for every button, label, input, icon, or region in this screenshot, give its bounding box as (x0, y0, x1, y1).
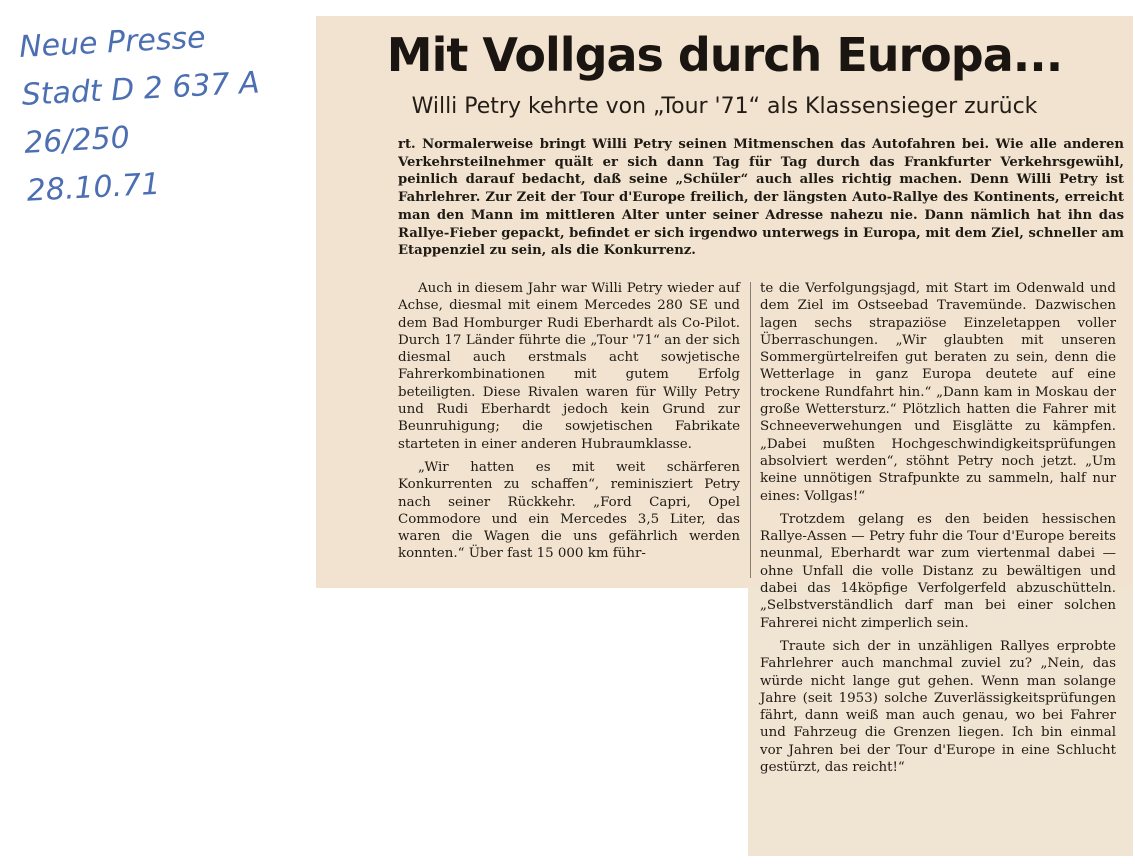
handwritten-date: 28.10.71 (25, 166, 162, 209)
article-column-1 (398, 280, 740, 569)
column-2-paragraph-2: Trotzdem gelang es den beiden hessischen Rallye-Assen — Petry fuhr die Tour d'Europe bereits neunmal, Eberhardt war zum viertenmal dabei — ohne Unfall die volle Distanz zu bewältigen und dabei das 14köpfige Verfolgerfeld abzuschütteln. „Selbstverständlich darf man bei einer solchen Fahrerei nicht zimperlich sein. (760, 511, 1116, 631)
handwritten-annotation (18, 12, 266, 216)
article-subheadline: Willi Petry kehrte von „Tour '71“ als Klassensieger zurück (411, 94, 1038, 119)
article-headline: Mit Vollgas durch Europa... (386, 28, 1063, 82)
column-2-paragraph-1: te die Verfolgungsjagd, mit Start im Odenwald und dem Ziel im Ostseebad Travemünde. Dazwischen lagen sechs strapaziöse Einzeletappen voller Überraschungen. „Wir glaubten mit unseren Sommergürtelreifen gut beraten zu sein, denn die Wetterlage in ganz Europa deutete auf eine trockene Rundfahrt hin.“ „Dann kam in Moskau der große Wettersturz.“ Plötzlich hatten die Fahrer mit Schneeverwehungen und Eisglätte zu kämpfen. „Dabei mußten Hochgeschwindigkeitsprüfungen absolviert werden“, stöhnt Petry noch jetzt. „Um keine unnötigen Strafpunkte zu sammeln, half nur eines: Vollgas!“ (760, 281, 1116, 504)
column-2-paragraph-3: Traute sich der in unzähligen Rallyes erprobte Fahrlehrer auch manchmal zuviel zu? „Nein, das würde nicht lange gut gehen. Wenn man solange Jahre (seit 1953) solche Zuverlässigkeitsprüfungen fährt, dann weiß man auch genau, wo bei Fahrer und Fahrzeug die Grenzen liegen. Ich bin einmal vor Jahren bei der Tour d'Europe in eine Schlucht gestürzt, das reicht!“ (760, 638, 1116, 776)
article-lead: rt. Normalerweise bringt Willi Petry seinen Mitmenschen das Autofahren bei. Wie alle anderen Verkehrsteilnehmer quält er sich dann Tag für Tag durch das Frankfurter Verkehrsgewühl, peinlich darauf bedacht, daß seine „Schüler“ auch alles richtig machen. Denn Willi Petry ist Fahrlehrer. Zur Zeit der Tour d'Europe freilich, der längsten Auto-Rallye des Kontinents, erreicht man den Mann im mittleren Alter unter seiner Adresse nahezu nie. Dann nämlich hat ihn das Rallye-Fieber gepackt, befindet er sich irgendwo unterwegs in Europa, mit dem Ziel, schneller am Etappenziel zu sein, als die Konkurrenz. (398, 137, 1124, 259)
column-divider (750, 282, 751, 578)
handwritten-publication: Neue Presse (18, 20, 207, 65)
handwritten-edition: Stadt D 2 637 A (20, 65, 261, 113)
article-column-2 (760, 280, 1116, 782)
column-1-paragraph-2: „Wir hatten es mit weit schärferen Konkurrenten zu schaffen“, reminisziert Petry nach seiner Rückkehr. „Ford Capri, Opel Commodore und ein Mercedes 3,5 Liter, das waren die Wagen die uns gefährlich werden konnten.“ Über fast 15 000 km führ- (398, 459, 740, 562)
handwritten-reference: 26/250 (23, 120, 131, 161)
column-1-paragraph-1: Auch in diesem Jahr war Willi Petry wieder auf Achse, diesmal mit einem Mercedes 280 SE und dem Bad Homburger Rudi Eberhardt als Co-Pilot. Durch 17 Länder führte die „Tour '71“ an der sich diesmal auch erstmals acht sowjetische Fahrerkombinationen mit gutem Erfolg beteiligten. Diese Rivalen waren für Willy Petry und Rudi Eberhardt jedoch kein Grund zur Beunruhigung; die sowjetischen Fabrikate starteten in einer anderen Hubraumklasse. (398, 281, 740, 452)
